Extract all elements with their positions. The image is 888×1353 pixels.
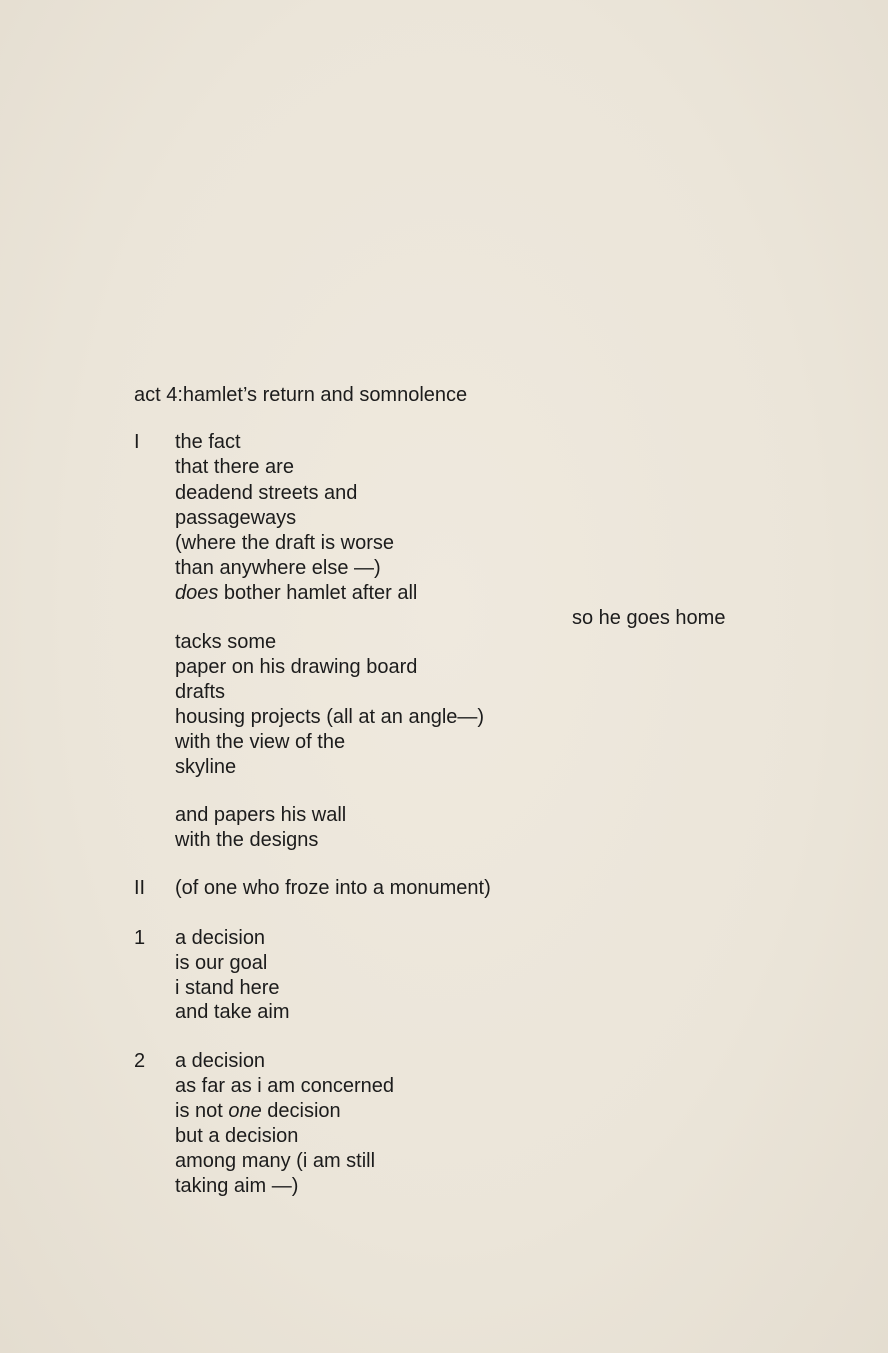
poem-line: housing projects (all at an angle—) — [175, 706, 485, 728]
poem-line-post: decision — [261, 1100, 341, 1122]
poem-line: a decision — [175, 1050, 266, 1072]
section-numeral-II: II — [134, 877, 146, 899]
poem-line: but a decision — [175, 1125, 299, 1147]
poem-line: and take aim — [175, 1001, 290, 1023]
poem-line: skyline — [175, 756, 237, 778]
poem-line: (where the draft is worse — [175, 532, 394, 554]
poem-line: with the designs — [175, 829, 319, 851]
poem-line: that there are — [175, 456, 294, 478]
part-numeral-2: 2 — [134, 1050, 146, 1072]
emphasized-word: does — [175, 582, 219, 604]
poem-line: with the view of the — [175, 731, 346, 753]
poem-line: (of one who froze into a monument) — [175, 877, 491, 899]
emphasized-word: one — [228, 1100, 262, 1122]
poem-line: tacks some — [175, 631, 277, 653]
poem-line: deadend streets and — [175, 482, 358, 504]
poem-line: a decision — [175, 927, 266, 949]
poem-line-pre: is not — [175, 1100, 229, 1122]
poem-line: is our goal — [175, 952, 268, 974]
poem-line: as far as i am concerned — [175, 1075, 394, 1097]
poem-line-emphasis — [175, 581, 417, 606]
section-numeral-I: I — [134, 431, 140, 453]
page-title: act 4:hamlet’s return and somnolence — [134, 384, 468, 406]
poem-line: passageways — [175, 507, 297, 529]
poem-line: drafts — [175, 681, 226, 703]
poem-line: paper on his drawing board — [175, 656, 418, 678]
poem-line: and papers his wall — [175, 804, 347, 826]
poem-line: taking aim —) — [175, 1175, 299, 1197]
poem-line: than anywhere else —) — [175, 557, 381, 579]
poem-line-right: so he goes home — [572, 607, 726, 629]
poem-line-rest: bother hamlet after all — [218, 582, 418, 604]
part-numeral-1: 1 — [134, 927, 146, 949]
poem-line: i stand here — [175, 977, 280, 999]
poem-line-emphasis — [175, 1099, 341, 1124]
poem-line: the fact — [175, 431, 241, 453]
poem-line: among many (i am still — [175, 1150, 376, 1172]
